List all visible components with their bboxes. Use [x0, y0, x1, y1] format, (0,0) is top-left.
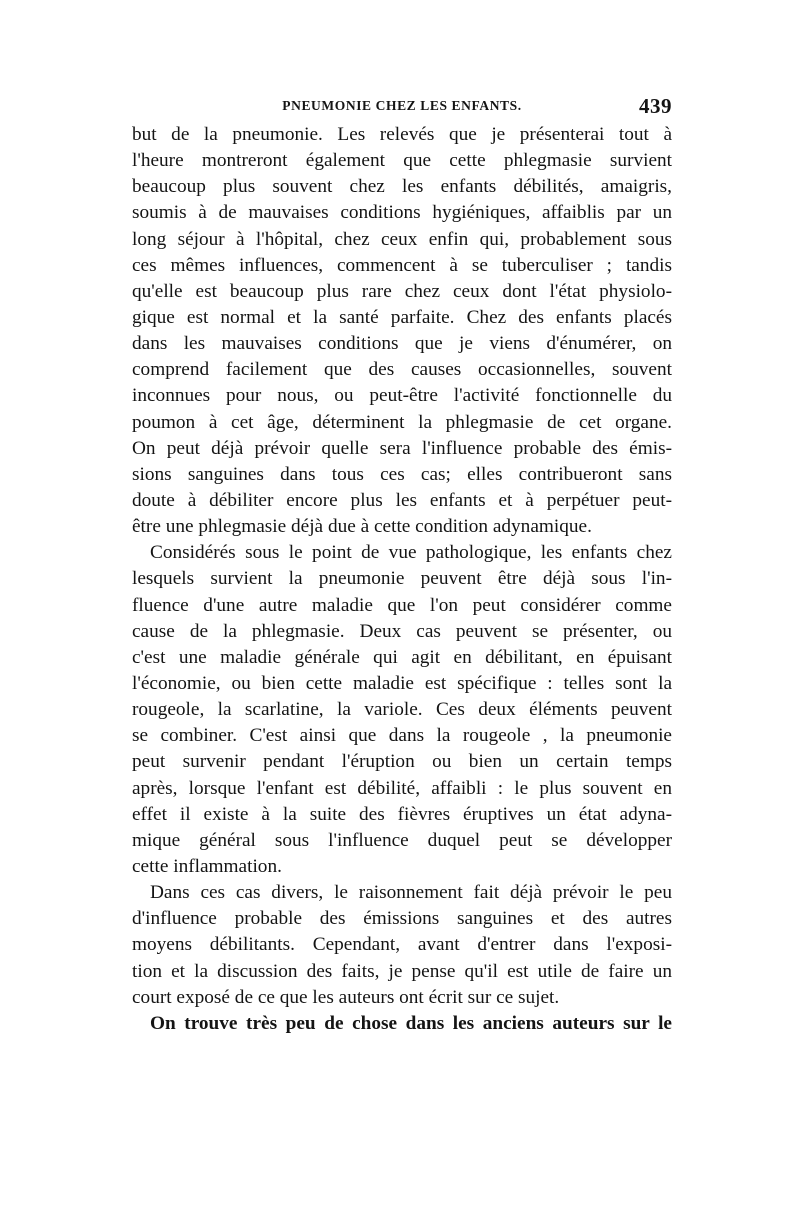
text-line: On peut déjà prévoir quelle sera l'influence probable des émis-	[132, 437, 672, 459]
text-line: tion et la discussion des faits, je pense qu'il est utile de faire un	[132, 960, 672, 982]
text-line: On trouve très peu de chose dans les anciens auteurs sur le	[150, 1012, 672, 1034]
text-line: Dans ces cas divers, le raisonnement fait déjà prévoir le peu	[150, 882, 672, 904]
text-line: poumon à cet âge, déterminent la phlegmasie de cet organe.	[132, 411, 672, 433]
text-line: cette inflammation.	[132, 855, 282, 877]
body-text	[132, 122, 672, 1037]
text-line: après, lorsque l'enfant est débilité, affaibli : le plus souvent en	[132, 777, 672, 799]
text-line: se combiner. C'est ainsi que dans la rougeole , la pneumonie	[132, 725, 672, 747]
text-line: peut survenir pendant l'éruption ou bien un certain temps	[132, 751, 672, 773]
text-line: long séjour à l'hôpital, chez ceux enfin qui, probablement sous	[132, 228, 672, 250]
text-line: l'heure montreront également que cette phlegmasie survient	[132, 150, 672, 172]
text-line: gique est normal et la santé parfaite. Chez des enfants placés	[132, 306, 672, 328]
text-line: d'influence probable des émissions sanguines et des autres	[132, 908, 672, 930]
text-line: but de la pneumonie. Les relevés que je présenterai tout à	[132, 124, 672, 145]
text-line: l'économie, ou bien cette maladie est spécifique : telles sont la	[132, 672, 672, 694]
text-line: cause de la phlegmasie. Deux cas peuvent se présenter, ou	[132, 620, 672, 642]
text-line: fluence d'une autre maladie que l'on peut considérer comme	[132, 594, 672, 616]
text-line: rougeole, la scarlatine, la variole. Ces deux éléments peuvent	[132, 699, 672, 721]
text-line: inconnues pour nous, ou peut-être l'activité fonctionnelle du	[132, 385, 672, 407]
text-line: effet il existe à la suite des fièvres éruptives un état adyna-	[132, 803, 672, 825]
page-number: 439	[639, 94, 672, 118]
text-line: c'est une maladie générale qui agit en débilitant, en épuisant	[132, 646, 672, 668]
text-line: lesquels survient la pneumonie peuvent être déjà sous l'in-	[132, 568, 672, 590]
text-line: mique général sous l'influence duquel peut se développer	[132, 829, 672, 851]
text-line: soumis à de mauvaises conditions hygiéniques, affaiblis par un	[132, 202, 672, 224]
running-header	[132, 96, 672, 118]
text-line: beaucoup plus souvent chez les enfants débilités, amaigris,	[132, 176, 672, 198]
text-line: ces mêmes influences, commencent à se tuberculiser ; tandis	[132, 254, 672, 276]
text-line: comprend facilement que des causes occasionnelles, souvent	[132, 359, 672, 381]
text-line: être une phlegmasie déjà due à cette condition adynamique.	[132, 516, 592, 538]
text-line: moyens débilitants. Cependant, avant d'entrer dans l'exposi-	[132, 934, 672, 956]
text-line: doute à débiliter encore plus les enfants et à perpétuer peut-	[132, 489, 672, 511]
text-line: sions sanguines dans tous ces cas; elles contribueront sans	[132, 463, 672, 485]
text-line: dans les mauvaises conditions que je viens d'énumérer, on	[132, 333, 672, 355]
text-line: court exposé de ce que les auteurs ont écrit sur ce sujet.	[132, 986, 560, 1008]
text-line: Considérés sous le point de vue pathologique, les enfants chez	[150, 542, 672, 564]
running-title: PNEUMONIE CHEZ LES ENFANTS.	[282, 98, 522, 113]
text-line: qu'elle est beaucoup plus rare chez ceux dont l'état physiolo-	[132, 280, 672, 302]
